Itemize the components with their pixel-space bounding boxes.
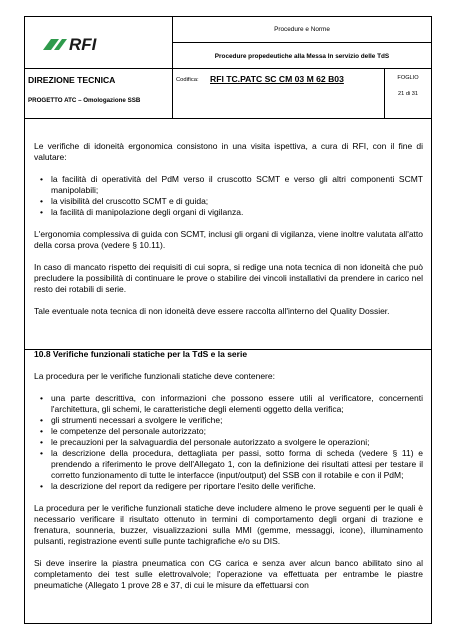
codifica-cell [173, 69, 385, 119]
section-divider [25, 349, 431, 350]
list-item: • le competenze del personale autorizzato; [34, 426, 423, 437]
paragraph-procedure-intro: La procedura per le verifiche funzionali statiche deve contenere: [34, 371, 275, 381]
foglio-value: 21 di 31 [398, 91, 418, 97]
header-title-cell [173, 43, 431, 69]
rfi-logo [41, 33, 131, 55]
list-item: • una parte descrittiva, con informazioni che possono essere utili al verificatore, concernenti l'architettura, gli schemi, le caratteristiche degli elementi oggetto della verifica; [34, 393, 423, 415]
logo-cell [25, 17, 173, 69]
paragraph-static-tests: La procedura per le verifiche funzionali statiche deve includere almeno le prove seguenti per le quali è necessario verificare il risultato ottenuto in termini di comportamento degli organi di trazione e frenatura, sounneria, buzzer, visualizzazioni sulla MMI (gemme, messaggi, icone), illuminamento pulsanti, registrazione eventi sulle punte tachigrafiche e/o su DIS. [34, 503, 423, 546]
section-heading: 10.8 Verifiche funzionali statiche per la TdS e la serie [34, 349, 248, 359]
foglio-cell [385, 69, 431, 119]
codifica-value: RFI TC.PATC SC CM 03 M 62 B03 [210, 74, 344, 84]
paragraph-quality-dossier: Tale eventuale nota tecnica di non idoneità deve essere raccolta all'interno del Quality Dossier. [34, 306, 390, 316]
foglio-label: FOGLIO [397, 75, 419, 81]
header-top-row [25, 17, 431, 69]
document-title: Procedure propedeutiche alla Messa In servizio delle TdS [214, 53, 390, 60]
list-item: • la facilità di operatività del PdM verso il cruscotto SCMT e verso gli altri componenti SCMT manipolabili; [34, 174, 423, 196]
header-category-cell [173, 17, 431, 43]
paragraph-ergonomics: L'ergonomia complessiva di guida con SCMT, inclusi gli organi di vigilanza, viene inoltre valutata all'atto della corsa prova (vedere § 10.11). [34, 229, 423, 250]
category-label: Procedure e Norme [274, 26, 330, 33]
header-info-row [25, 69, 431, 119]
document-body [25, 119, 431, 591]
list-item: • gli strumenti necessari a svolgere le verifiche; [34, 415, 423, 426]
paragraph-non-compliance: In caso di mancato rispetto dei requisiti di cui sopra, si redige una nota tecnica di non idoneità che può precludere la possibilità di continuare le prove o stabilire dei vincoli installativi da prendere in carico nel resto dei rotabili di serie. [34, 262, 423, 294]
procedure-contents-list [34, 393, 423, 492]
project-subtitle: PROGETTO ATC – Omologazione SSB [28, 97, 141, 104]
ergonomics-list [34, 174, 423, 218]
list-item: • le precauzioni per la salvaguardia del personale autorizzato a svolgere le operazioni; [34, 437, 423, 448]
list-item: • la descrizione del report da redigere per riportare l'esito delle verifiche. [34, 481, 423, 492]
direction-title: DIREZIONE TECNICA [28, 75, 116, 85]
list-item: • la visibilità del cruscotto SCMT e di guida; [34, 196, 423, 207]
list-item: • la facilità di manipolazione degli organi di vigilanza. [34, 207, 423, 218]
direction-cell [25, 69, 173, 119]
paragraph-intro: Le verifiche di idoneità ergonomica consistono in una visita ispettiva, a cura di RFI, con il fine di valutare: [34, 141, 423, 162]
codifica-label: Codifica: [176, 77, 199, 83]
paragraph-pneumatic-plate: Si deve inserire la piastra pneumatica con CG carica e senza aver alcun banco abilitato sino al completamento dei test sulle elettrovalvole; l'operazione va effettuata per entrambe le piastre pneumatiche (Allegato 1 prove 28 e 37, di cui le misure da effettuarsi con [34, 558, 423, 590]
svg-text:RFI: RFI [69, 35, 97, 54]
document-page [24, 16, 432, 624]
list-item: • la descrizione della procedura, dettagliata per passi, sotto forma di scheda (vedere § 11) e prendendo a riferimento le prove dell'Allegato 1, con la definizione dei risultati attesi per testare il corretto funzionamento di tutte le interfacce (input/output) del SSB con il rotabile e con il PdM; [34, 448, 423, 481]
rfi-logo-mark [41, 33, 131, 55]
